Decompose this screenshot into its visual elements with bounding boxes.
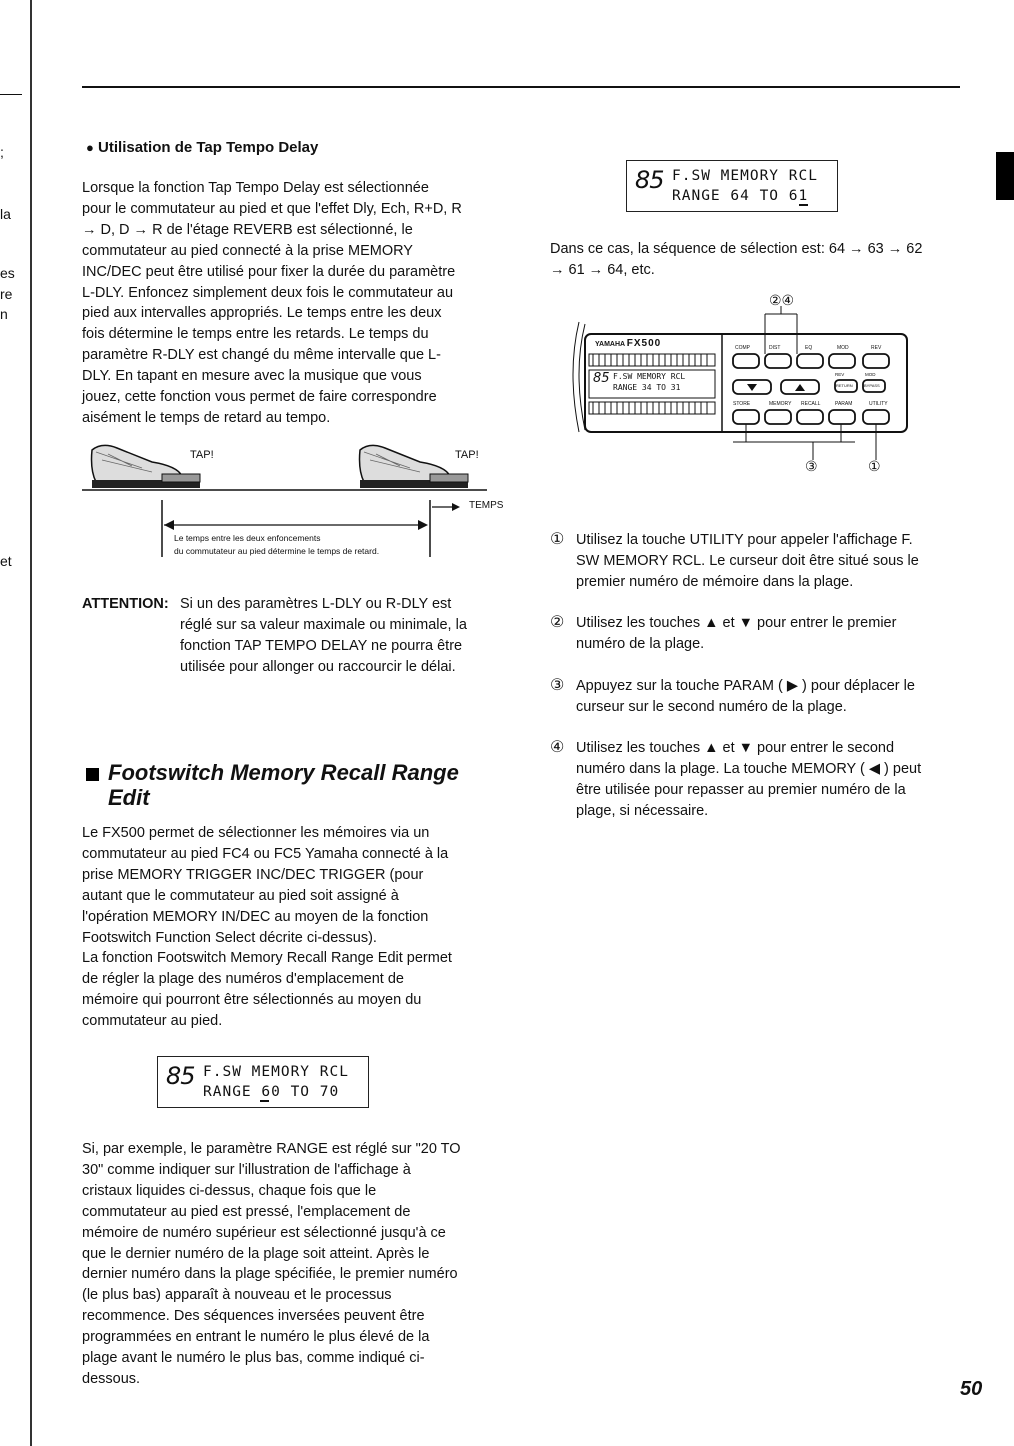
text-line: dessous. — [82, 1370, 141, 1387]
text-line: (le plus bas) apparaît à nouveau et le processus — [82, 1287, 392, 1304]
text-line: → D, D → R de l'étage REVERB est sélectionné, le — [82, 221, 413, 238]
step-number: ① — [550, 531, 565, 548]
text-line: Utilisez la touche UTILITY pour appeler l'affichage F. — [576, 532, 913, 548]
text-line: SW MEMORY RCL. Le curseur doit être situé sous le — [576, 552, 919, 569]
panel-label: REV — [835, 372, 845, 377]
text-line: Utilisez les touches ▲ et ▼ pour entrer le premier — [576, 615, 897, 631]
text-line: mémoire de numéro supérieur est sélectionné jusqu'à ce — [82, 1224, 446, 1241]
text-line: recommence. Des séquences inversées peuvent être — [82, 1308, 425, 1325]
text-line: Si, par exemple, le paramètre RANGE est réglé sur "20 TO — [82, 1141, 461, 1157]
text-line: INC/DEC peut être utilisé pour fixer la durée du paramètre — [82, 263, 456, 280]
edge-fragment: ; — [0, 144, 4, 160]
binding-edge — [30, 0, 32, 1446]
text-line: 30" comme indiquer sur l'illustration de l'affichage à — [82, 1161, 411, 1178]
section-square-icon — [86, 768, 99, 781]
text-line: Appuyez sur la touche PARAM ( ▶ ) pour déplacer le — [576, 678, 915, 694]
edge-fragment: n — [0, 306, 8, 322]
callout-1: ① — [868, 458, 881, 474]
lcd-memory-number: 85 — [635, 166, 664, 194]
edge-fragment: et — [0, 553, 12, 569]
text-line: dernier numéro dans la plage spécifiée, le premier numéro — [82, 1266, 458, 1283]
text-line: être utilisée pour repasser au premier numéro de la — [576, 781, 906, 798]
fx500-front-panel: YAMAHA FX500 85 F.SW MEMORY RCL RANGE 34 TO 31 COMP DIST EQ MOD REV REV MOD BYPASS RETURN STORE MEMORY RECALL PARAM UTILITY ②④ ③ ① — [565, 292, 915, 482]
text-line: Utilisez les touches ▲ et ▼ pour entrer le second — [576, 740, 895, 756]
text-line: → 61 → 64, etc. — [550, 261, 655, 278]
top-rule — [82, 86, 960, 88]
lcd-line-2: RANGE 60 TO 70 — [203, 1084, 340, 1100]
text-line: commutateur au pied connecté à la prise MEMORY — [82, 242, 413, 259]
page-tab-marker — [996, 152, 1014, 200]
text-line: curseur sur le second numéro de la plage. — [576, 698, 847, 715]
panel-label: DIST — [769, 345, 781, 351]
lcd-cursor — [260, 1100, 269, 1102]
shoe-icon — [92, 445, 201, 488]
step-1 — [550, 530, 970, 594]
text-line: utilisée pour allonger ou raccourcir le délai. — [180, 658, 456, 675]
panel-label: COMP — [735, 345, 750, 351]
text-line: de régler la plage des numéros d'emplacement de — [82, 971, 404, 988]
edge-fragment: re — [0, 286, 13, 302]
diagram-caption-1: Le temps entre les deux enfoncements — [174, 533, 321, 543]
text-line: plage avant le numéro le plus bas, comme indiqué ci- — [82, 1350, 425, 1367]
attention-label: ATTENTION: — [82, 596, 169, 612]
panel-label: REV — [871, 345, 882, 351]
panel-label: UTILITY — [869, 401, 888, 407]
text-line: DLY. En tapant en mesure avec la musique que vous — [82, 368, 422, 385]
text-line: premier numéro de mémoire dans la plage. — [576, 573, 854, 590]
panel-label: MOD — [865, 372, 876, 377]
text-line: plage, si nécessaire. — [576, 802, 709, 819]
text-line: Lorsque la fonction Tap Tempo Delay est sélectionnée — [82, 180, 429, 196]
panel-brand: YAMAHA FX500 — [595, 338, 662, 349]
text-line: commutateur au pied est pressé, l'emplacement de — [82, 1203, 411, 1220]
text-line: paramètre R-DLY est changé du même intervalle que L- — [82, 347, 441, 364]
lcd-display-right — [626, 160, 838, 212]
tap-tempo-diagram — [82, 440, 512, 565]
sequence-text — [550, 239, 970, 281]
range-section-title: Footswitch Memory Recall Range Edit — [108, 760, 459, 810]
step-4 — [550, 738, 970, 824]
panel-label: PARAM — [835, 401, 853, 407]
text-line: fois détermine le temps entre les retards. Le temps du — [82, 326, 429, 343]
text-line: mémoire qui pourront être sélectionnés au moyen du — [82, 992, 422, 1009]
lcd-memory-number: 85 — [166, 1062, 195, 1090]
lcd-line-1: F.SW MEMORY RCL — [672, 168, 818, 184]
text-line: pied aux intervalles appropriés. Le temps entre les deux — [82, 305, 442, 322]
text-line: numéro dans la plage. La touche MEMORY ( ◀ ) peut — [576, 760, 922, 777]
step-number: ③ — [550, 677, 565, 694]
text-line: Le FX500 permet de sélectionner les mémoires via un — [82, 825, 430, 841]
panel-label: MOD — [837, 345, 849, 351]
text-line: prise MEMORY TRIGGER INC/DEC TRIGGER (pour — [82, 866, 424, 883]
panel-label: RETURN — [836, 383, 853, 388]
text-line: numéro de la plage. — [576, 635, 705, 652]
text-line: Dans ce cas, la séquence de sélection est: 64 → 63 → 62 — [550, 241, 923, 257]
step-2 — [550, 613, 970, 657]
text-line: commutateur au pied. — [82, 1013, 223, 1030]
page-number: 50 — [960, 1378, 983, 1400]
edge-fragment: es — [0, 265, 15, 281]
range-section-body — [82, 823, 512, 1032]
attention-text — [180, 594, 510, 678]
text-line: l'opération MEMORY IN/DEC au moyen de la fonction — [82, 908, 429, 925]
text-line: que le dernier numéro de la plage soit atteint. Après le — [82, 1245, 430, 1262]
lcd-line-2: RANGE 64 TO 61 — [672, 188, 809, 204]
left-margin-rule — [0, 94, 22, 95]
text-line: réglé sur sa valeur maximale ou minimale, la — [180, 616, 467, 633]
text-line: cristaux liquides ci-dessus, chaque fois que le — [82, 1182, 377, 1199]
tap-label-2: TAP! — [455, 449, 479, 461]
temps-label: TEMPS — [469, 500, 504, 511]
tap-section-body — [82, 178, 512, 429]
text-line: autant que le commutateur au pied soit assigné à — [82, 887, 399, 904]
lcd-line-1: F.SW MEMORY RCL — [203, 1064, 349, 1080]
tap-label-1: TAP! — [190, 449, 214, 461]
range-example-body — [82, 1139, 512, 1390]
lcd-display-left — [157, 1056, 369, 1108]
text-line: commutateur au pied FC4 ou FC5 Yamaha connecté à la — [82, 845, 449, 862]
callout-3: ③ — [805, 458, 818, 474]
panel-label: BYPASS — [864, 383, 880, 388]
text-line: La fonction Footswitch Memory Recall Range Edit permet — [82, 950, 452, 967]
text-line: L-DLY. Enfoncez simplement deux fois le commutateur au — [82, 284, 454, 301]
text-line: fonction TAP TEMPO DELAY ne pourra être — [180, 637, 463, 654]
text-line: Si un des paramètres L-DLY ou R-DLY est — [180, 596, 452, 612]
text-line: programmées en entrant le numéro le plus élevé de la — [82, 1329, 430, 1346]
shoe-icon — [360, 445, 469, 488]
panel-label: STORE — [733, 401, 751, 407]
text-line: Footswitch Function Select décrite ci-dessus). — [82, 929, 377, 946]
panel-label: RECALL — [801, 401, 821, 407]
panel-label: MEMORY — [769, 401, 792, 407]
edge-fragment: la — [0, 206, 11, 222]
panel-label: EQ — [805, 345, 813, 351]
text-line: aisément le temps de retard au tempo. — [82, 409, 331, 426]
step-number: ② — [550, 614, 565, 631]
step-number: ④ — [550, 739, 565, 756]
diagram-caption-2: du commutateur au pied détermine le temps de retard. — [174, 546, 380, 556]
text-line: pour le commutateur au pied et que l'effet Dly, Ech, R+D, R — [82, 200, 462, 217]
bullet-icon: ● — [86, 140, 94, 155]
tap-section-title: ● Utilisation de Tap Tempo Delay — [86, 139, 319, 156]
lcd-cursor — [799, 204, 808, 206]
step-3 — [550, 676, 970, 720]
text-line: jouez, cette fonction vous permet de faire correspondre — [82, 389, 437, 406]
callout-2-4: ②④ — [769, 292, 795, 308]
